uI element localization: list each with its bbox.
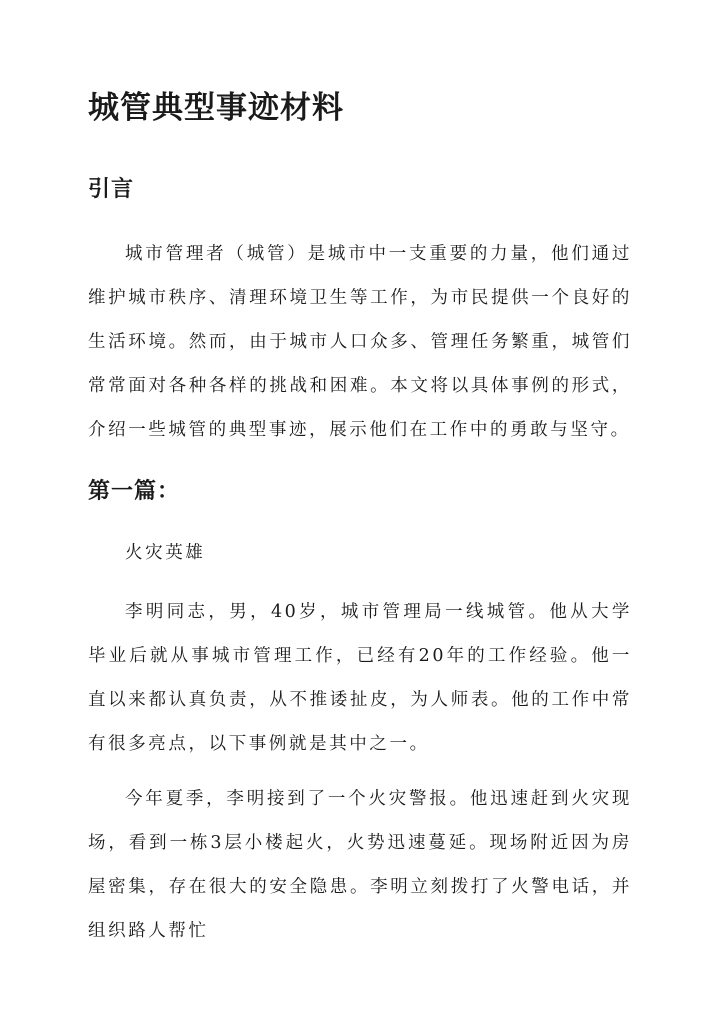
section-heading-part-one: 第一篇： bbox=[88, 478, 181, 504]
section-subtitle: 火灾英雄 bbox=[125, 543, 206, 563]
document-title: 城管典型事迹材料 bbox=[88, 90, 344, 126]
body-paragraph: 李明同志，男，40岁，城市管理局一线城管。他从大学毕业后就从事城市管理工作，已经有20年的工作经验。他一直以来都认真负责，从不推诿扯皮，为人师表。他的工作中常有很多亮点，以下事例就是其中之一。 bbox=[88, 602, 632, 754]
introduction-paragraph: 城市管理者（城管）是城市中一支重要的力量，他们通过维护城市秩序、清理环境卫生等工作，为市民提供一个良好的生活环境。然而，由于城市人口众多、管理任务繁重，城管们常常面对各种各样的挑战和困难。本文将以具体事例的形式，介绍一些城管的典型事迹，展示他们在工作中的勇敢与坚守。 bbox=[88, 244, 632, 440]
section-heading-introduction: 引言 bbox=[88, 176, 135, 202]
body-paragraph: 今年夏季，李明接到了一个火灾警报。他迅速赶到火灾现场，看到一栋3层小楼起火，火势迅速蔓延。现场附近因为房屋密集，存在很大的安全隐患。李明立刻拨打了火警电话，并组织路人帮忙 bbox=[88, 789, 632, 941]
